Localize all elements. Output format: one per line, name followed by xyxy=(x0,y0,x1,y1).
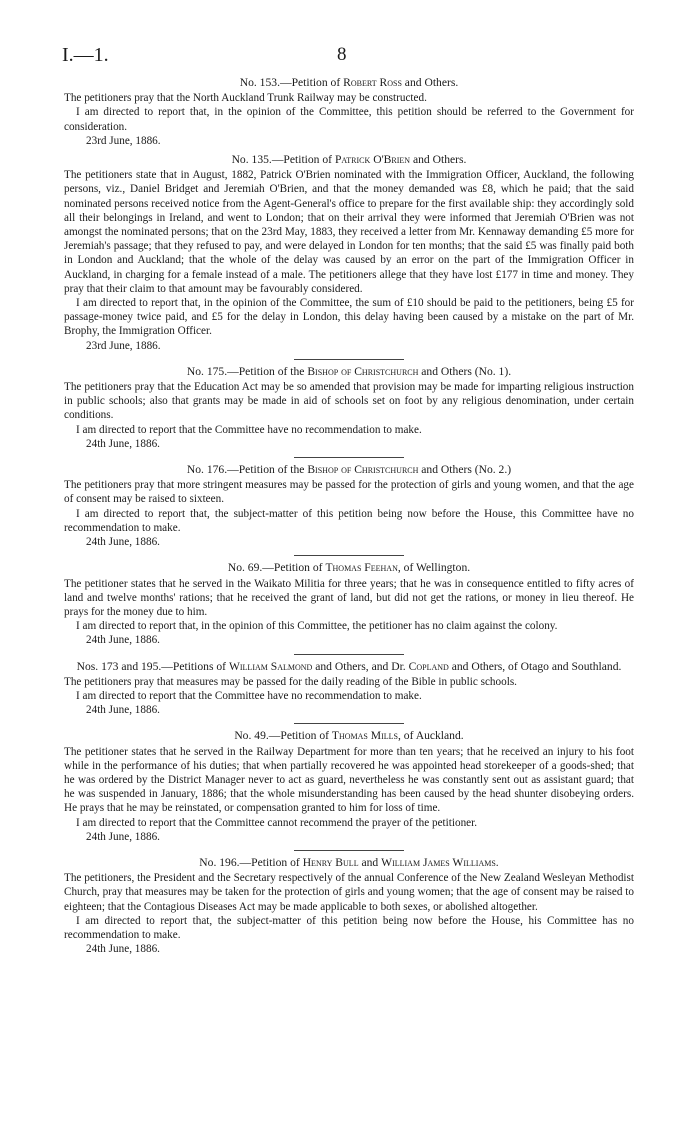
section-divider xyxy=(294,555,404,556)
section-divider xyxy=(294,723,404,724)
petition-title: No. 196.—Petition of Henry Bull and William James Williams. xyxy=(199,855,499,869)
petition-title: No. 49.—Petition of Thomas Mills, of Auckland. xyxy=(234,729,464,743)
petition-entry xyxy=(64,153,634,353)
committee-report: I am directed to report that, in the opinion of the Committee, this petition should be referred to the Government for consideration. xyxy=(64,106,634,133)
petition-prayer: The petitioners pray that the North Auckland Trunk Railway may be constructed. xyxy=(64,92,427,105)
petition-title: Nos. 173 and 195.—Petitions of William Salmond and Others, and Dr. Copland and Others, of Otago and Southland. xyxy=(76,659,622,673)
petitioner-name: Henry Bull xyxy=(302,855,359,869)
report-date: 23rd June, 1886. xyxy=(86,134,161,147)
page-header xyxy=(62,44,672,72)
petition-prayer: The petitioners pray that measures may be passed for the daily reading of the Bible in public schools. xyxy=(64,675,517,688)
committee-report: I am directed to report that, in the opinion of this Committee, the petitioner has no claim against the colony. xyxy=(76,620,558,633)
petitioner-name: Thomas Feehan xyxy=(325,561,398,575)
petition-prayer: The petitioners pray that more stringent measures may be passed for the protection of girls and young women, and that the age of consent may be raised to sixteen. xyxy=(64,479,634,506)
committee-report: I am directed to report that, the subject-matter of this petition being now before the House, his Committee has no recommendation to make. xyxy=(64,914,634,941)
petition-entry xyxy=(64,660,634,718)
petition-prayer: The petitioners pray that the Education Act may be so amended that provision may be made for imparting religious instruction in public schools; also that grants may be made in aid of schools set on foot by any religious denomination, under certain conditions. xyxy=(64,381,634,422)
report-date: 24th June, 1886. xyxy=(86,634,160,647)
petition-prayer: The petitioner states that he served in the Railway Department for more than ten years; that he received an injury to his foot while in the performance of his duties; that when partially recovered he was appointed head storekeeper of a goods-shed; that he was ordered by the District Manager never to act as guard, nevertheless he was constantly sent out as assistant guard; that he was suspended in January, 1886; that the whole misunderstanding has been caused by the head shunter disobeying orders. He prays that he may be reinstated, or compensation granted to him for loss of time. xyxy=(64,745,634,815)
petition-title: No. 176.—Petition of the Bishop of Christchurch and Others (No. 2.) xyxy=(186,463,512,477)
report-date: 24th June, 1886. xyxy=(86,704,160,717)
petitioner-name: Patrick O'Brien xyxy=(334,153,411,167)
section-divider xyxy=(294,457,404,458)
committee-report: I am directed to report that the Committee have no recommendation to make. xyxy=(76,423,422,436)
petition-prayer: The petitioner states that he served in the Waikato Militia for three years; that he was in consequence entitled to fifty acres of land and twelve months' rations; that he received the grant of land, but did not get the rations, or money in lieu thereof. He prays for the money due to him. xyxy=(64,577,634,618)
petition-entry xyxy=(64,365,634,451)
petition-title: No. 69.—Petition of Thomas Feehan, of Wellington. xyxy=(227,561,471,575)
petition-entry xyxy=(64,856,634,956)
report-date: 23rd June, 1886. xyxy=(86,339,161,352)
report-date: 24th June, 1886. xyxy=(86,943,160,956)
petitioner-name: William Salmond xyxy=(228,659,313,673)
committee-report: I am directed to report that, in the opinion of the Committee, the sum of £10 should be paid to the petitioners, being £5 for passage-money twice paid, and £5 for the delay in London, this delay having been caused by a mistake on the part of Mr. Brophy, the Immigration Officer. xyxy=(64,297,634,338)
committee-report: I am directed to report that the Committee cannot recommend the prayer of the petitioner. xyxy=(76,816,478,829)
petition-title: No. 135.—Petition of Patrick O'Brien and Others. xyxy=(231,153,467,167)
petition-prayer: The petitioners, the President and the Secretary respectively of the annual Conference of the New Zealand Wesleyan Methodist Church, pray that measures may be taken for the protection of girls and young women; that the age of consent may be raised to eighteen; that the Contagious Diseases Act may be made applicable to both sexes, or abolished altogether. xyxy=(64,872,634,913)
section-divider xyxy=(294,654,404,655)
petitioner-name: William James Williams xyxy=(381,855,496,869)
report-date: 24th June, 1886. xyxy=(86,437,160,450)
document-body xyxy=(64,76,634,956)
petition-title: No. 175.—Petition of the Bishop of Christchurch and Others (No. 1). xyxy=(186,364,512,378)
petition-prayer: The petitioners state that in August, 1882, Patrick O'Brien nominated with the Immigration Officer, Auckland, the following persons, viz., Daniel Bridget and Jeremiah O'Brien, and that the money demanded was £8, which he paid; that the said nominated persons received notice from the Agent-General's office to prepare for the first available ship: they accordingly sold all their belongings in Ireland, and went to London; that on their arrival they were informed that Jeremiah O'Brien was not amongst the nominated persons; that on the 23rd May, 1883, they received a letter from Mr. Kennaway demanding £5 more for Jeremiah's passage; that they refused to pay, and were delayed in London for ten months; that the said £5 was finally paid both in London and Auckland; that the whole of the delay was caused by an error on the part of the Immigration Officer in Auckland, in charging for a female instead of a male. The petitioners allege that they have lost £177 in time and money. They pray that their claim to that amount may be favourably considered. xyxy=(64,169,634,295)
petition-entry xyxy=(64,561,634,647)
petition-title: No. 153.—Petition of Robert Ross and Others. xyxy=(239,76,459,89)
committee-report: I am directed to report that the Committee have no recommendation to make. xyxy=(76,689,422,702)
committee-report: I am directed to report that, the subject-matter of this petition being now before the House, this Committee have no recommendation to make. xyxy=(64,507,634,534)
report-date: 24th June, 1886. xyxy=(86,830,160,843)
section-divider xyxy=(294,359,404,360)
report-date: 24th June, 1886. xyxy=(86,536,160,549)
petitioner-name: Copland xyxy=(408,659,449,673)
petitioner-name: Robert Ross xyxy=(343,76,402,89)
petitioner-name: Bishop of Christchurch xyxy=(307,463,419,477)
petitioner-name: Bishop of Christchurch xyxy=(307,364,419,378)
petition-entry xyxy=(64,729,634,844)
document-code: I.—1. xyxy=(62,44,109,66)
page-number: 8 xyxy=(337,44,347,65)
petition-entry xyxy=(64,463,634,549)
section-divider xyxy=(294,850,404,851)
petition-entry xyxy=(64,76,634,148)
petitioner-name: Thomas Mills xyxy=(331,729,398,743)
